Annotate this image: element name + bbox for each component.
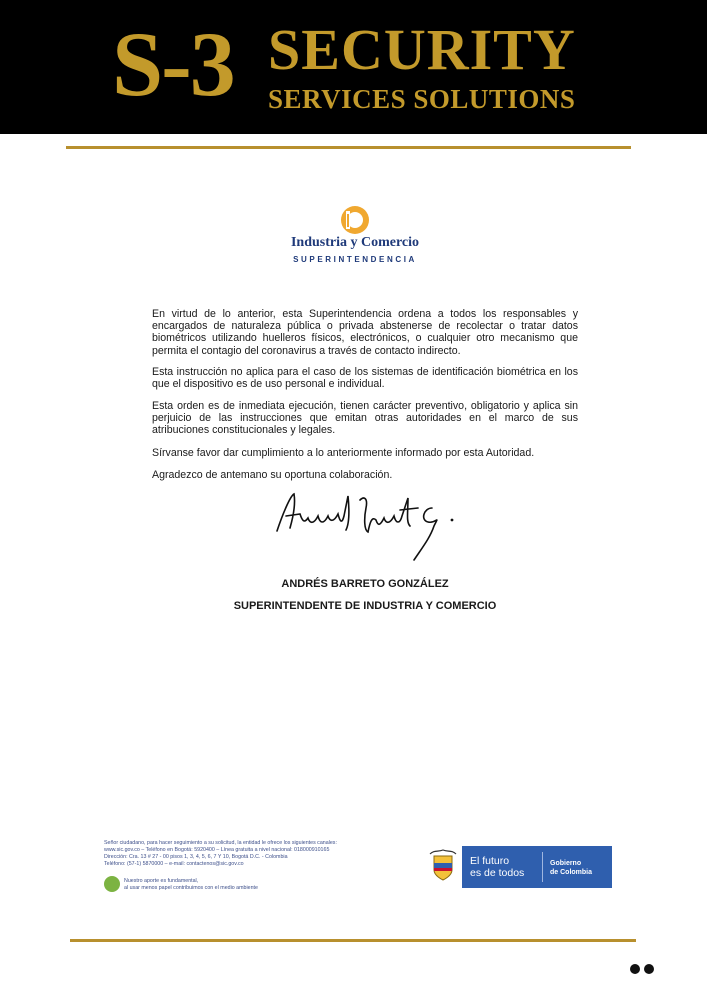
gobierno-banner xyxy=(424,846,612,888)
paragraph-3: Esta orden es de inmediata ejecución, tienen carácter preventivo, obligatorio y aplica sin perjuicio de las instrucciones que emitan otras autoridades en el marco de sus atribuciones constitucionales y legales. xyxy=(152,400,578,437)
gov-name-line: de Colombia xyxy=(550,869,593,876)
gov-divider xyxy=(542,852,543,882)
gov-name-line: Gobierno xyxy=(550,860,582,867)
brand-logo-mark: S-3 xyxy=(112,13,234,115)
paragraph-1: En virtud de lo anterior, esta Superintendencia ordena a todos los responsables y encargados de naturaleza pública o privada abstenerse de recolectar o tratar datos biométricos utilizando huelleros físicos, electrónicos, o cualquier otro mecanismo que permita el contagio del coronavirus a través de contacto indirecto. xyxy=(152,308,578,357)
paragraph-4: Sírvanse favor dar cumplimiento a lo anteriormente informado por esta Autoridad. xyxy=(152,447,535,459)
more-dots-icon[interactable] xyxy=(630,961,658,979)
leaf-icon xyxy=(104,876,120,892)
eco-line: al usar menos papel contribuimos con el medio ambiente xyxy=(124,885,258,891)
footer-contact-line: Dirección: Cra. 13 # 27 - 00 pisos 1, 3, 4, 5, 6, 7 Y 10, Bogotá D.C. - Colombia xyxy=(104,854,288,860)
footer-contact-line: Teléfono: (57-1) 5870000 – e-mail: contactenos@sic.gov.co xyxy=(104,861,244,867)
brand-logo-line1: SECURITY xyxy=(268,17,576,82)
signer-title: SUPERINTENDENTE DE INDUSTRIA Y COMERCIO xyxy=(233,600,497,612)
sic-name: Industria y Comercio xyxy=(290,235,420,250)
eco-notice xyxy=(104,876,404,896)
sic-emblem-icon xyxy=(338,205,372,235)
dot xyxy=(644,964,654,974)
gov-name xyxy=(550,859,592,877)
escudo-colombia-icon xyxy=(424,846,462,888)
brand-logo-line2: SERVICES SOLUTIONS xyxy=(268,84,576,114)
bottom-divider xyxy=(70,939,636,942)
paragraph-2: Esta instrucción no aplica para el caso de los sistemas de identificación biométrica en los que el dispositivo es de uso personal e individual. xyxy=(152,366,578,391)
page-header xyxy=(0,0,707,134)
handwritten-signature xyxy=(272,486,472,566)
footer-contact-line: www.sic.gov.co – Teléfono en Bogotá: 5920400 – Línea gratuita a nivel nacional: 018000910165 xyxy=(104,847,330,853)
dot xyxy=(630,964,640,974)
gov-slogan xyxy=(470,855,524,879)
sic-logo xyxy=(290,205,420,267)
paragraph-5: Agradezco de antemano su oportuna colaboración. xyxy=(152,469,393,481)
eco-line: Nuestro aporte es fundamental, xyxy=(124,878,199,884)
footer-contact-line: Señor ciudadano, para hacer seguimiento a su solicitud, la entidad le ofrece los siguientes canales: xyxy=(104,840,337,846)
signer-name: ANDRÉS BARRETO GONZÁLEZ xyxy=(281,578,449,590)
footer-contact xyxy=(104,840,404,868)
top-divider xyxy=(66,146,631,149)
gov-slogan-line: El futuro xyxy=(470,855,510,867)
gov-slogan-line: es de todos xyxy=(470,867,525,879)
sic-subtitle: SUPERINTENDENCIA xyxy=(293,255,417,264)
